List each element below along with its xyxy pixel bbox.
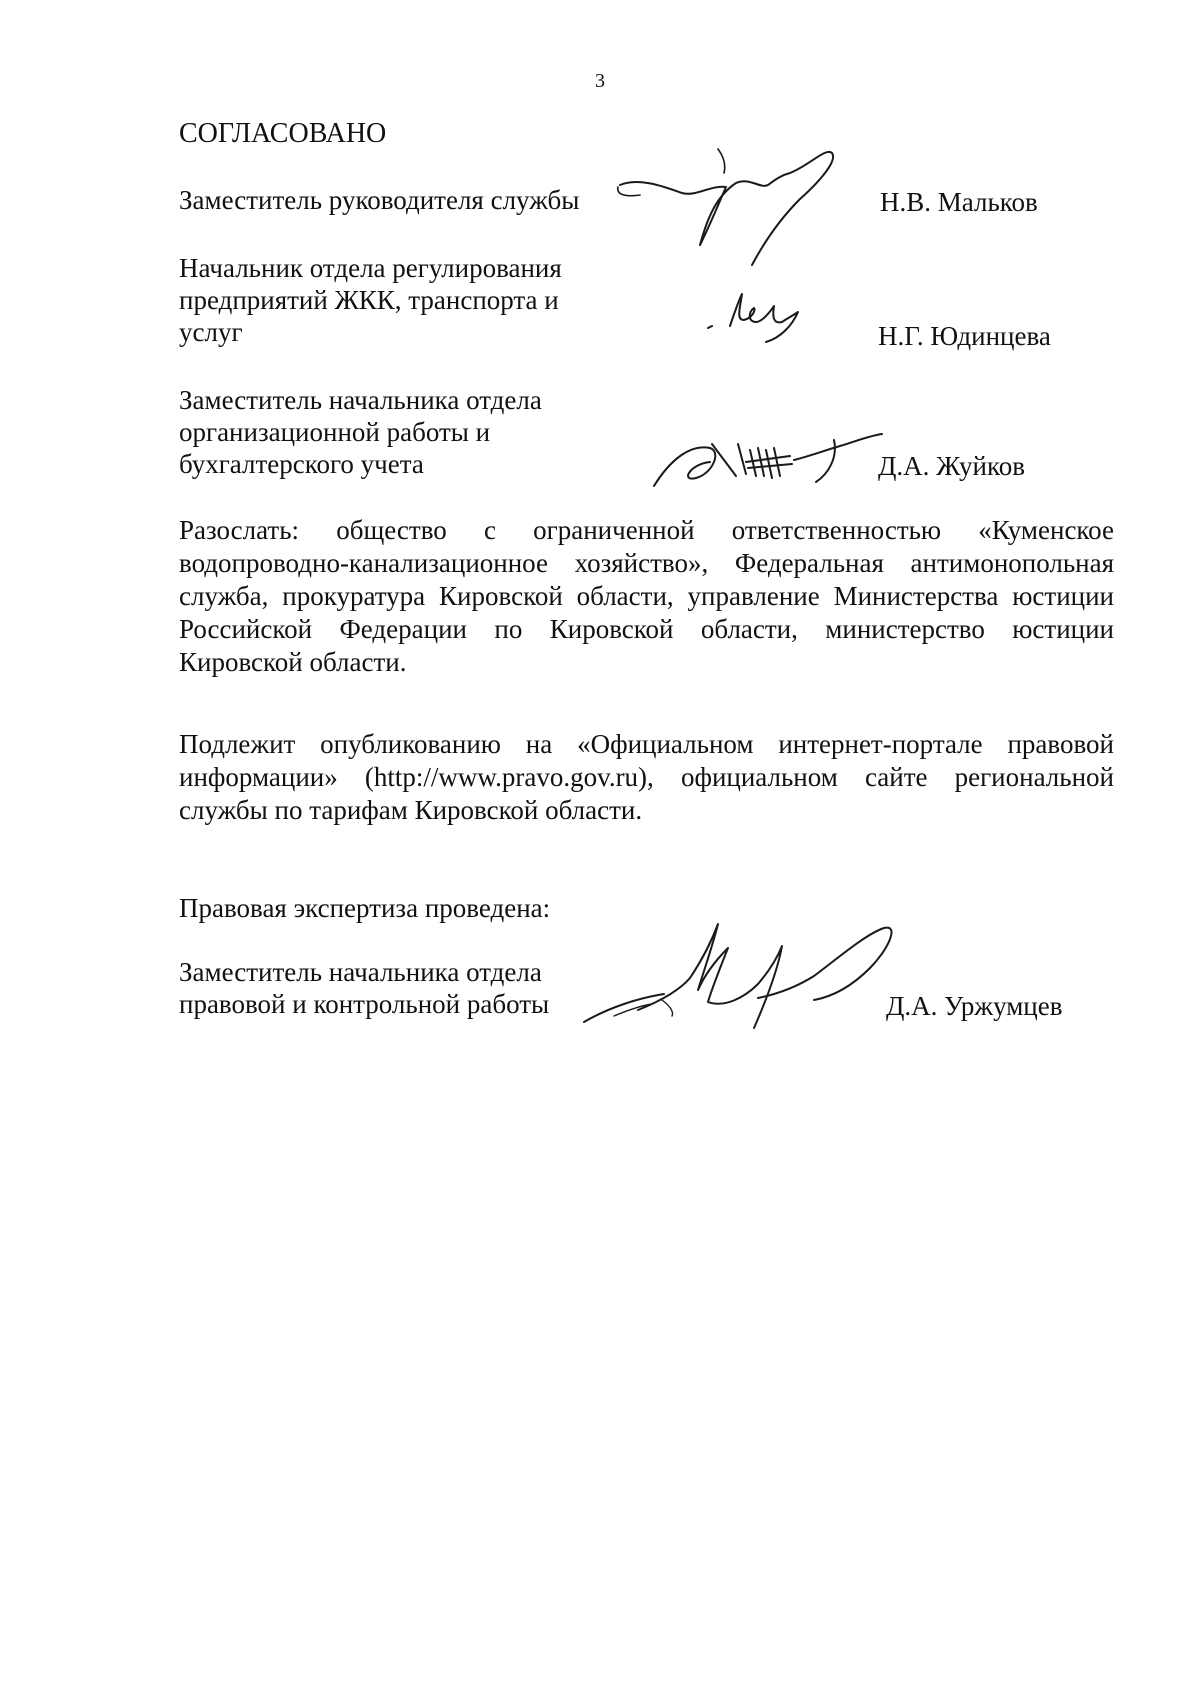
signatory-3-name: Д.А. Жуйков [878, 451, 1025, 481]
legal-review-role-line-2: правовой и контрольной работы [179, 989, 550, 1019]
signatory-2-name: Н.Г. Юдинцева [878, 321, 1051, 351]
signature-2-image [700, 278, 820, 358]
legal-review-role-line-1: Заместитель начальника отдела [179, 957, 542, 987]
page-number: 3 [595, 70, 605, 92]
approval-heading: СОГЛАСОВАНО [179, 118, 387, 149]
signatory-1-name: Н.В. Мальков [880, 187, 1038, 217]
legal-review-heading: Правовая экспертиза проведена: [179, 893, 551, 923]
signatory-3-role-line-1: Заместитель начальника отдела [179, 385, 542, 415]
signature-3-image [650, 420, 890, 500]
signatory-3-role-line-2: организационной работы и [179, 417, 491, 447]
publication-paragraph: Подлежит опубликованию на «Официальном интернет-портале правовой информации» (http://www.pravo.gov.ru), официальном сайте региональной службы по тарифам Кировской области. [179, 729, 1114, 825]
distribution-paragraph: Разослать: общество с ограниченной ответственностью «Куменское водопроводно-канализационное хозяйство», Федеральная антимонопольная служба, прокуратура Кировской области, управление Министерства юстиции Российской Федерации по Кировской области, министерство юстиции Кировской области. [179, 515, 1114, 677]
signatory-1-role: Заместитель руководителя службы [179, 185, 580, 215]
signatory-2-role-line-2: предприятий ЖКК, транспорта и [179, 285, 559, 315]
legal-review-name: Д.А. Уржумцев [886, 991, 1063, 1021]
signature-4-image [578, 898, 928, 1048]
signatory-2-role-line-1: Начальник отдела регулирования [179, 253, 562, 283]
signatory-2-role-line-3: услуг [179, 317, 243, 347]
signatory-3-role-line-3: бухгалтерского учета [179, 449, 424, 479]
signature-1-image [600, 135, 850, 285]
